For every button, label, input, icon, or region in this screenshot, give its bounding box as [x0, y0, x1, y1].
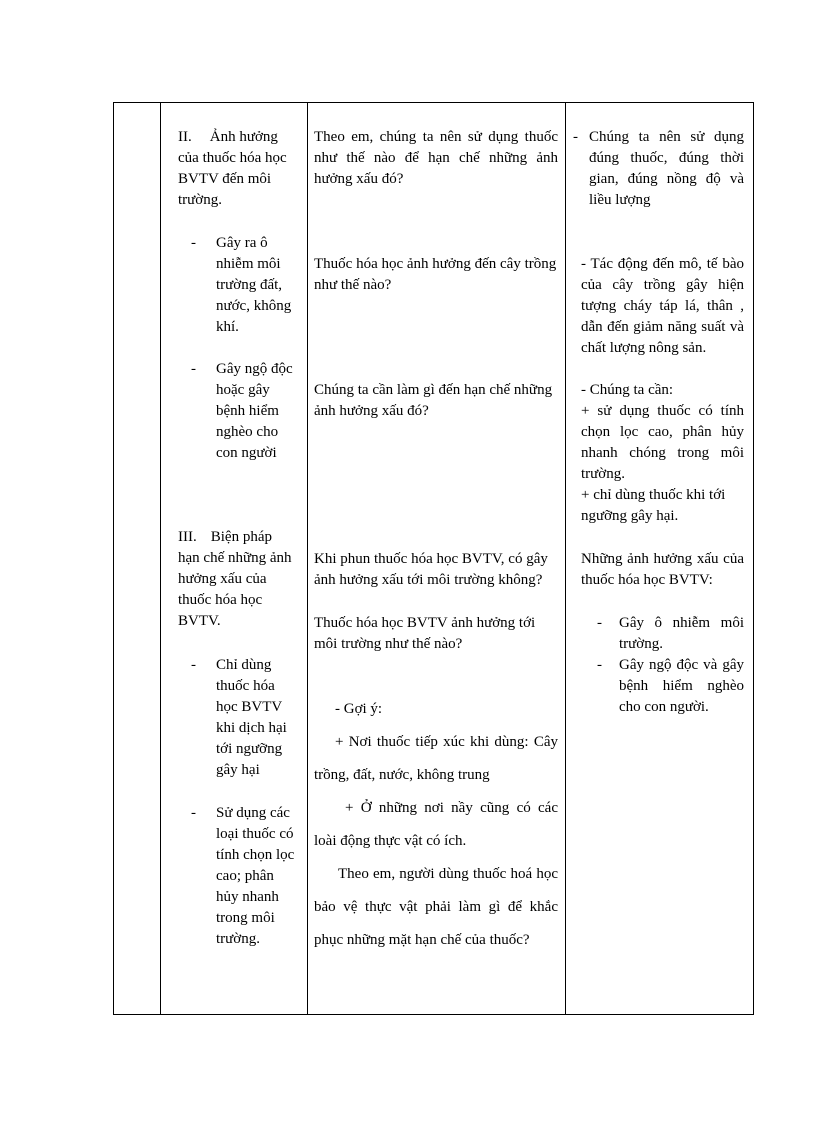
teacher-question: Chúng ta cần làm gì đến hạn chế những ảnh hưởng xấu đó?	[314, 382, 553, 419]
empty-column-cell	[114, 103, 161, 1015]
list-dash: -	[573, 129, 578, 145]
section-2-number: II.	[178, 129, 192, 145]
list-item: Sử dụng các loại thuốc có tính chọn lọc cao; phân hủy nhanh trong môi trường.	[216, 805, 295, 947]
teacher-column-cell	[308, 103, 566, 1015]
student-column-cell	[566, 103, 754, 1015]
table-row	[114, 103, 754, 1015]
student-answer-item: + sử dụng thuốc có tính chọn lọc cao, phân hủy nhanh chóng trong môi trường.	[581, 403, 744, 482]
list-dash: -	[191, 805, 196, 821]
section-3-title-first: Biện pháp	[210, 529, 272, 545]
student-answer: - Tác động đến mô, tế bào của cây trồng gây hiện tượng cháy táp lá, thân , dẫn đến giảm năng suất và chất lượng nông sản.	[581, 256, 744, 356]
teacher-question: Thuốc hóa học BVTV ảnh hưởng tới môi trường như thế nào?	[314, 615, 536, 652]
section-2-title-rest: của thuốc hóa học BVTV đến môi trường.	[178, 150, 287, 208]
section-2-title-first: Ảnh hưởng	[209, 129, 278, 145]
section-3-heading	[178, 527, 296, 632]
teacher-question: Thuốc hóa học ảnh hưởng đến cây trồng như thế nào?	[314, 256, 557, 293]
student-answer-item: Gây ngộ độc và gây bệnh hiểm nghèo cho con người.	[619, 657, 744, 715]
section-3-title-rest: hạn chế những ảnh hưởng xấu của thuốc hóa học BVTV.	[178, 550, 292, 629]
teacher-question: Theo em, chúng ta nên sử dụng thuốc như thế nào để hạn chế những ảnh hưởng xấu đó?	[314, 129, 558, 187]
student-answer-label: - Chúng ta cần:	[581, 382, 674, 398]
hint-item: + Nơi thuốc tiếp xúc khi dùng: Cây trồng, đất, nước, không trung	[314, 734, 558, 783]
student-answer: Những ảnh hưởng xấu của thuốc hóa học BVTV:	[581, 551, 744, 588]
list-item: Chỉ dùng thuốc hóa học BVTV khi dịch hại tới ngưỡng gây hại	[216, 657, 287, 778]
section-3-number: III.	[178, 529, 197, 545]
list-dash: -	[597, 657, 602, 673]
list-dash: -	[191, 361, 196, 377]
section-2-heading	[178, 127, 296, 211]
list-dash: -	[191, 657, 196, 673]
student-answer: Chúng ta nên sử dụng đúng thuốc, đúng thời gian, đúng nồng độ và liều lượng	[589, 129, 744, 208]
list-item: Gây ra ô nhiễm môi trường đất, nước, không khí.	[216, 235, 292, 335]
teacher-question: Theo em, người dùng thuốc hoá học bảo vệ thực vật phải làm gì để khắc phục những mặt hạn chế của thuốc?	[314, 866, 558, 948]
hint-label: - Gợi ý:	[335, 701, 383, 717]
list-item: Gây ngộ độc hoặc gây bệnh hiểm nghèo cho con người	[216, 361, 293, 461]
list-dash: -	[191, 235, 196, 251]
student-answer-item: Gây ô nhiễm môi trường.	[619, 615, 744, 652]
hint-item: + Ở những nơi nầy cũng có các loài động thực vật có ích.	[314, 800, 558, 849]
teacher-question: Khi phun thuốc hóa học BVTV, có gây ảnh hưởng xấu tới môi trường không?	[314, 551, 548, 588]
lesson-table	[113, 102, 754, 1015]
content-column-cell	[161, 103, 308, 1015]
list-dash: -	[597, 615, 602, 631]
student-answer-item: + chỉ dùng thuốc khi tới ngưỡng gây hại.	[581, 487, 726, 524]
